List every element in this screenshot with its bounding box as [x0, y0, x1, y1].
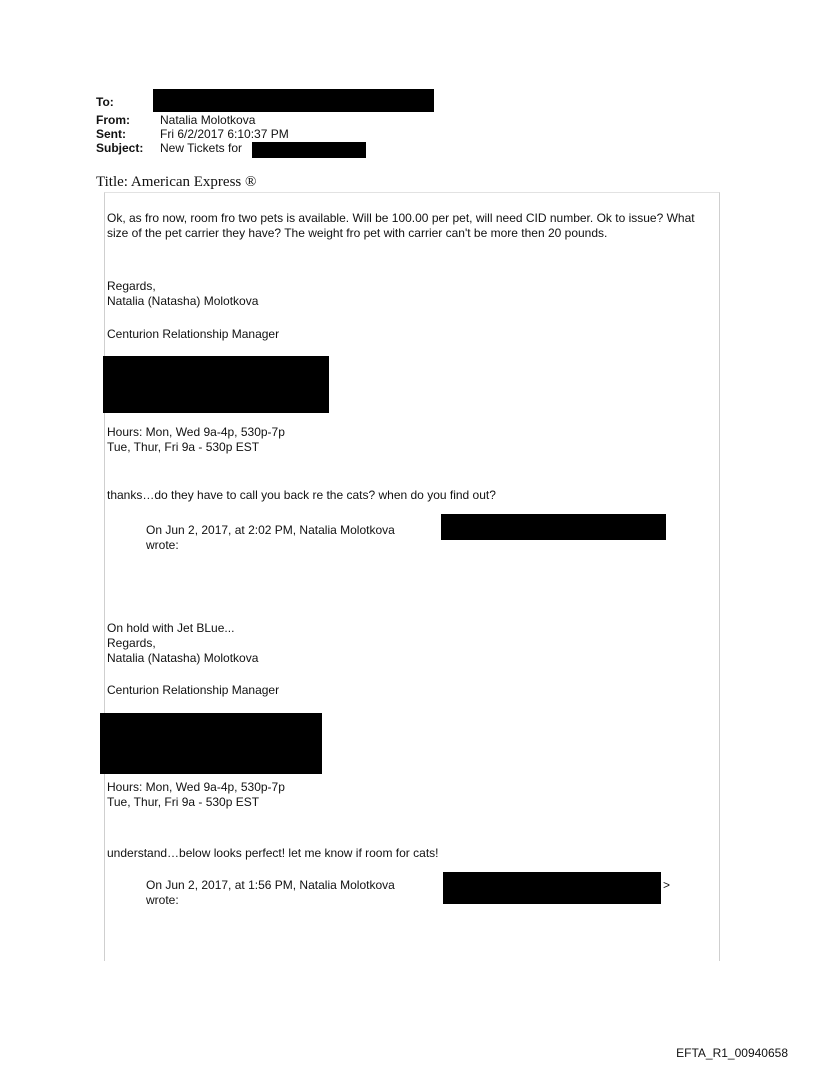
hours-line-1: Hours: Mon, Wed 9a-4p, 530p-7p [107, 425, 285, 439]
redacted-signature-block [100, 713, 322, 774]
quote-wrote: wrote: [146, 538, 179, 552]
sent-value: Fri 6/2/2017 6:10:37 PM [160, 127, 289, 141]
reply-text: understand…below looks perfect! let me know if room for cats! [107, 846, 439, 860]
signature-role: Centurion Relationship Manager [107, 327, 280, 341]
redacted-recipient [153, 89, 434, 112]
quote-header: On Jun 2, 2017, at 2:02 PM, Natalia Molotkova [146, 523, 395, 537]
hours-line-1: Hours: Mon, Wed 9a-4p, 530p-7p [107, 780, 285, 794]
to-label: To: [96, 95, 114, 109]
hours-line-2: Tue, Thur, Fri 9a - 530p EST [107, 795, 260, 809]
quote-header: On Jun 2, 2017, at 1:56 PM, Natalia Molotkova [146, 878, 395, 892]
signature-name: Natalia (Natasha) Molotkova [107, 651, 259, 665]
sent-label: Sent: [96, 127, 126, 141]
message-paragraph: On hold with Jet BLue... [107, 621, 235, 635]
redacted-email [441, 514, 666, 540]
reply-text: thanks…do they have to call you back re the cats? when do you find out? [107, 488, 496, 502]
from-value: Natalia Molotkova [160, 113, 256, 127]
redacted-signature-block [103, 356, 329, 413]
quote-bracket: > [663, 878, 671, 892]
quote-wrote: wrote: [146, 893, 179, 907]
regards-text: Regards, [107, 279, 156, 293]
bates-number: EFTA_R1_00940658 [676, 1046, 788, 1060]
redacted-email [443, 872, 661, 904]
signature-name: Natalia (Natasha) Molotkova [107, 294, 259, 308]
message-paragraph: Ok, as fro now, room fro two pets is available. Will be 100.00 per pet, will need CID number. Ok to issue? What size of the pet carrier they have? The weight fro pet with carrier can't be more then 20 pounds. [107, 211, 695, 240]
subject-label: Subject: [96, 141, 144, 155]
signature-role: Centurion Relationship Manager [107, 683, 280, 697]
regards-text: Regards, [107, 636, 156, 650]
subject-value: New Tickets for [160, 141, 243, 155]
document-title: Title: American Express ® [96, 174, 257, 190]
hours-line-2: Tue, Thur, Fri 9a - 530p EST [107, 440, 260, 454]
redacted-subject [252, 142, 366, 158]
from-label: From: [96, 113, 130, 127]
